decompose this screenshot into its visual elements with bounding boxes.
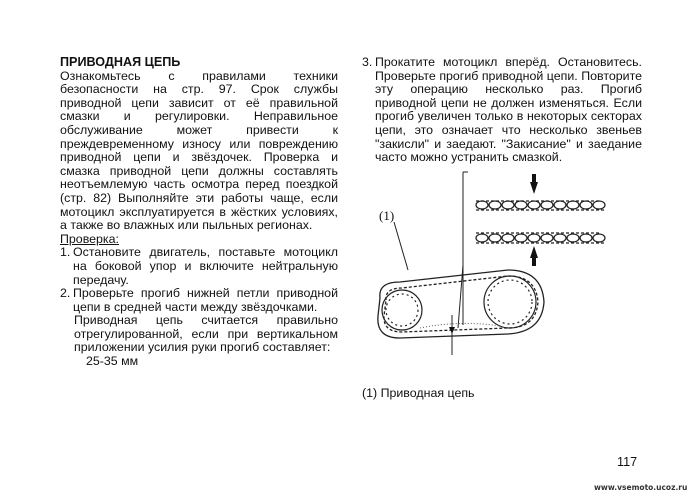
rear-sprocket: [484, 276, 536, 328]
slack-spec: 25-35 мм: [86, 354, 139, 369]
step-1-number: 1.: [60, 245, 71, 260]
watermark: www.vsemoto.ucoz.ru: [594, 483, 688, 492]
step-3-number: 3.: [362, 55, 373, 69]
front-sprocket: [382, 290, 422, 330]
step-3: [362, 56, 642, 165]
step-2-text: Проверьте прогиб нижней петли приводной цепи в средней части между звёздочками.: [73, 286, 338, 314]
step-1-text: Остановите двигатель, поставьте мотоцикл на боковой упор и включите нейтральную передачу.: [73, 245, 338, 287]
intro-paragraph: Ознакомьтесь с правилами техники безопасности на стр. 97. Срок службы приводной цепи зависит от её правильной смазки и регулировки. Неправильное обслуживание может привести к преждевременному износу или повреждению приводной цепи и звёздочек. Проверка и смазка приводной цепи должны составлять неотъемлемую часть осмотра перед поездкой (стр. 82) Выполняйте эти работы чаще, если мотоцикл эксплуатируется в жёстких условиях, а также во влажных или пыльных регионах.: [60, 68, 338, 233]
section-title: ПРИВОДНАЯ ЦЕПЬ: [60, 55, 181, 69]
step-2-detail: Приводная цепь считается правильно отрегулированной, если при вертикальном приложении усилия руки прогиб составляет:: [74, 313, 338, 355]
callout-label: (1): [379, 208, 395, 223]
chain-detail-stuck: [476, 233, 605, 266]
left-column: [60, 56, 338, 369]
check-heading: Проверка:: [60, 231, 119, 246]
right-column: [362, 56, 642, 165]
step-2-number: 2.: [60, 286, 71, 301]
step-2: [60, 287, 338, 314]
drive-chain-figure: [360, 170, 660, 375]
step-3-text: Прокатите мотоцикл вперёд. Остановитесь. Проверьте прогиб приводной цепи. Повторите эту операцию несколько раз. Прогиб приводной цепи не должен изменяться. Если прогиб увеличен только в некоторых секторах цепи, это означает что несколько звеньев "закисли" и заедают. "Закисание" и заедание часто можно устранить смазкой.: [375, 55, 642, 165]
chain-slack-indicator: [420, 323, 500, 328]
figure-caption: (1) Приводная цепь: [362, 386, 475, 400]
chain-detail-normal: [476, 174, 605, 210]
step-1: [60, 246, 338, 287]
drive-chain-loop: [378, 270, 544, 338]
page-number: 117: [617, 455, 638, 469]
